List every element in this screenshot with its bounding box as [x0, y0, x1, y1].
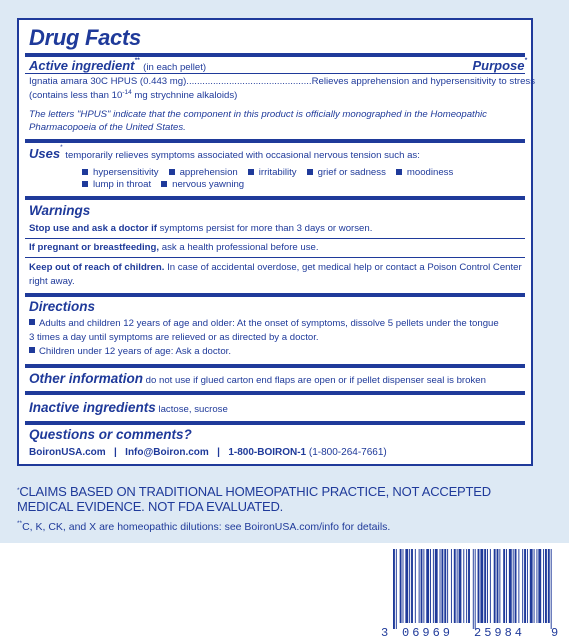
use-item-label: irritability [258, 166, 297, 178]
uses-section [29, 145, 420, 163]
email-link[interactable]: Info@Boiron.com [125, 447, 209, 458]
directions-heading: Directions [29, 299, 96, 314]
barcode-bar [534, 549, 535, 623]
direction-children: Children under 12 years of age: Ask a doctor. [29, 346, 231, 357]
use-item-label: moodiness [406, 166, 454, 178]
barcode [391, 549, 555, 629]
other-information-heading: Other information [29, 371, 143, 386]
use-item [82, 167, 159, 178]
barcode-bar [530, 549, 533, 623]
divider-thick [25, 364, 525, 368]
hpus-note-line1: The letters "HPUS" indicate that the component in this product is officially monographed in the Homeopathic [29, 109, 487, 120]
other-information [29, 370, 486, 388]
barcode-digits-left: 06969 [402, 626, 454, 640]
barcode-bar [484, 549, 486, 623]
barcode-bar [480, 549, 483, 623]
active-heading-note: (in each pellet) [143, 62, 207, 73]
barcode-digit-first: 3 [381, 626, 389, 640]
barcode-bar [475, 549, 476, 629]
barcode-bar [487, 549, 488, 623]
divider-thick [25, 391, 525, 395]
direction-adults-line2: 3 times a day until symptoms are relieved or as directed by a doctor. [29, 332, 319, 343]
barcode-bar [513, 549, 514, 623]
use-item [169, 167, 238, 178]
barcode-bar [548, 549, 550, 623]
use-item [82, 179, 151, 190]
barcode-bar [538, 549, 541, 623]
uses-row [82, 166, 482, 178]
warning-keep-out-line2: right away. [29, 276, 75, 287]
barcode-bar [494, 549, 496, 623]
use-item [248, 167, 297, 178]
divider-thick [25, 196, 525, 200]
barcode-bar [497, 549, 499, 623]
barcode-bar [444, 549, 446, 623]
bullet-icon [29, 319, 35, 325]
drug-facts-title: Drug Facts [29, 25, 141, 50]
use-item-label: lump in throat [93, 178, 152, 190]
barcode-bar [551, 549, 552, 629]
phone-digits: (1-800-264-7661) [306, 447, 387, 458]
barcode-bar [527, 549, 528, 623]
barcode-bar [457, 549, 458, 623]
direction-adults: Adults and children 12 years of age and older: At the onset of symptoms, dissolve 5 pellets under the tongue [29, 318, 499, 329]
barcode-bar [430, 549, 431, 623]
barcode-bar [393, 549, 395, 629]
use-item-label: nervous yawning [172, 178, 245, 190]
separator: | [114, 447, 117, 458]
square-bullet-icon [248, 169, 254, 175]
barcode-bar [545, 549, 547, 623]
barcode-digit-last: 9 [551, 626, 559, 640]
use-item [161, 179, 244, 190]
uses-intro: temporarily relieves symptoms associated with occasional nervous tension such as: [62, 150, 420, 161]
barcode-bar [503, 549, 505, 623]
barcode-bar [536, 549, 537, 623]
use-item [307, 167, 386, 178]
purpose-heading: Purpose* [472, 57, 527, 73]
inactive-ingredients-heading: Inactive ingredients [29, 400, 156, 415]
square-bullet-icon [307, 169, 313, 175]
divider-thin [25, 73, 525, 74]
warnings-heading: Warnings [29, 203, 91, 218]
inactive-ingredients-text: lactose, sucrose [155, 404, 228, 415]
barcode-bar [473, 549, 474, 629]
barcode-bar [409, 549, 410, 623]
barcode-bar [509, 549, 512, 623]
barcode-bar [411, 549, 413, 623]
uses-list [82, 166, 482, 190]
barcode-bar [447, 549, 448, 623]
barcode-digits-right: 25984 [474, 626, 526, 640]
square-bullet-icon [161, 181, 167, 187]
other-information-text: do not use if glued carton end flaps are open or if pellet dispenser seal is broken [143, 375, 486, 386]
use-item [396, 167, 453, 178]
barcode-bar [490, 549, 491, 623]
phone-number[interactable]: 1-800-BOIRON-1 [228, 447, 307, 458]
barcode-bar [426, 549, 429, 623]
barcode-bar [435, 549, 438, 623]
barcode-bar [515, 549, 517, 623]
square-bullet-icon [396, 169, 402, 175]
square-bullet-icon [82, 181, 88, 187]
divider-thin [25, 238, 525, 239]
divider-thick [25, 139, 525, 143]
use-item-label: grief or sadness [317, 166, 386, 178]
barcode-bar [543, 549, 544, 623]
barcode-bar [466, 549, 467, 623]
barcode-bar [421, 549, 423, 623]
uses-row [82, 178, 482, 190]
barcode-bar [468, 549, 470, 623]
barcode-bar [441, 549, 443, 623]
divider-thick [25, 421, 525, 425]
uses-heading-sup: * [60, 144, 63, 151]
barcode-bar [451, 549, 452, 623]
questions-heading: Questions or comments? [29, 427, 192, 442]
barcode-bar [415, 549, 416, 623]
drug-facts-panel [17, 18, 536, 466]
barcode-bar [403, 549, 404, 623]
divider-thick [25, 293, 525, 297]
inactive-ingredients [29, 399, 228, 417]
barcode-bar [423, 549, 424, 623]
hpus-note-line2: Pharmacopoeia of the United States. [29, 122, 186, 133]
barcode-bar [419, 549, 420, 623]
barcode-bar [459, 549, 462, 623]
divider-thin [25, 257, 525, 258]
use-item-label: hypersensitivity [93, 166, 159, 178]
contact-line [29, 447, 387, 458]
square-bullet-icon [169, 169, 175, 175]
square-bullet-icon [82, 169, 88, 175]
separator: | [217, 447, 220, 458]
barcode-bar [518, 549, 519, 623]
warning-pregnant: If pregnant or breastfeeding, ask a health professional before use. [29, 242, 319, 253]
barcode-bar [405, 549, 408, 623]
barcode-bar [433, 549, 434, 623]
warning-keep-out: Keep out of reach of children. In case of accidental overdose, get medical help or contact a Poison Control Center [29, 262, 522, 273]
barcode-bar [506, 549, 507, 623]
website-link[interactable]: BoironUSA.com [29, 447, 106, 458]
homeopathic-claims: *CLAIMS BASED ON TRADITIONAL HOMEOPATHIC PRACTICE, NOT ACCEPTED MEDICAL EVIDENCE. NOT FDA EVALUATED. [17, 484, 491, 514]
barcode-bar [499, 549, 500, 623]
uses-heading: Uses [29, 146, 61, 161]
strychnine-note: (contains less than $10^{-14}$ mg strychnine alkaloids) [29, 89, 238, 101]
barcode-bar [463, 549, 464, 623]
barcode-bar [478, 549, 480, 623]
warning-stop-use: Stop use and ask a doctor if symptoms persist for more than 3 days or worsen. [29, 223, 373, 234]
bullet-icon [29, 347, 35, 353]
dilutions-note: **C, K, CK, and X are homeopathic dilutions: see BoironUSA.com/info for details. [17, 520, 391, 533]
use-item-label: apprehension [179, 166, 238, 178]
barcode-bar [400, 549, 402, 623]
divider-thick [25, 53, 525, 57]
barcode-bar [440, 549, 441, 623]
ingredient-line: Ignatia amara 30C HPUS (0.443 mg)...............................................Relieves apprehension and hypersensitivity to stress [29, 76, 536, 87]
barcode-bar [522, 549, 523, 623]
barcode-bar [524, 549, 526, 623]
active-ingredient-heading: Active ingredient** (in each pellet) [29, 57, 207, 73]
barcode-bar [454, 549, 456, 623]
barcode-bar [396, 549, 397, 629]
